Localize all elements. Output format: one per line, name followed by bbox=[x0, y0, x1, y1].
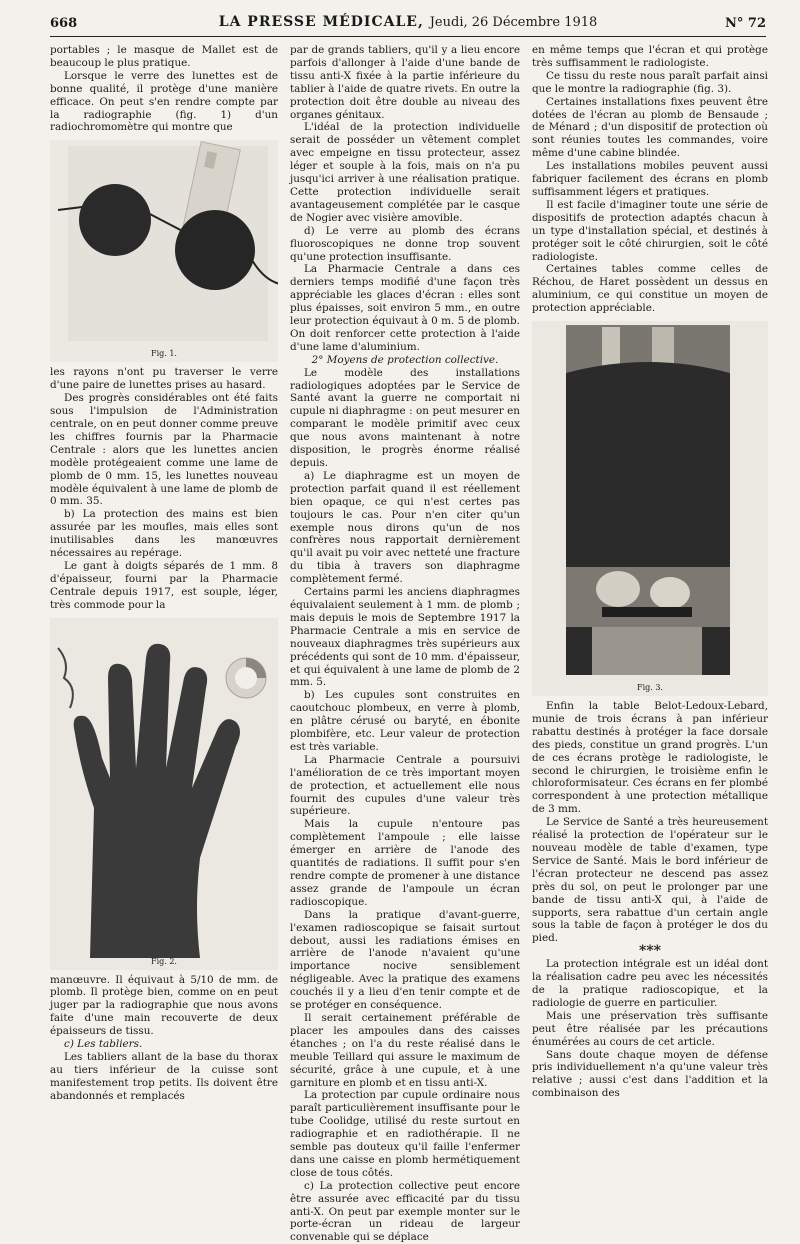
paragraph: Mais la cupule n'entoure pas complètement l'ampoule ; elle laisse émerger en arrière de l'anode des quantités de radiations. Il suffit pour s'en rendre compte de promener à une distance assez grande de l'ampoule un écran radioscopique. bbox=[290, 818, 520, 908]
page-header bbox=[50, 14, 766, 37]
section-subheading bbox=[50, 1038, 278, 1051]
paragraph: Des progrès considérables ont été faits sous l'impulsion de l'Administration centrale, on en peut donner comme preuve les chiffres fournis par la Pharmacie Centrale : alors que les lunettes ancien modèle protégeaient comme une lame de plomb de 0 mm. 15, les lunettes nouveau modèle équivalent à une lame de plomb de 0 mm. 35. bbox=[50, 392, 278, 508]
paragraph: L'idéal de la protection individuelle serait de posséder un vêtement complet avec empeigne en tissu protecteur, assez léger et souple à la fois, mais on n'a pu jusqu'ici arriver à une réalisation pratique. Cette protection individuelle serait avantageusement complétée par le casque de Nogier avec visière amovible. bbox=[290, 121, 520, 224]
paragraph: en même temps que l'écran et qui protège très suffisamment le radiologiste. bbox=[532, 44, 768, 69]
paragraph: Certaines installations fixes peuvent être dotées de l'écran au plomb de Bensaude ; de Ménard ; d'un dispositif de protection où sont réunies toutes les commandes, voire même d'une cabine blindée. bbox=[532, 95, 768, 160]
paragraph: La protection intégrale est un idéal dont la réalisation cadre peu avec les nécessités de la pratique radioscopique, et la radiologie de guerre en particulier. bbox=[532, 958, 768, 1009]
page-number: 668 bbox=[50, 16, 78, 31]
section-heading: 2° Moyens de protection collective. bbox=[311, 353, 499, 366]
paragraph: d) Le verre au plomb des écrans fluoroscopiques ne donne trop souvent qu'une protection insuffisante. bbox=[290, 224, 520, 263]
column-2 bbox=[290, 44, 520, 1244]
journal-name: LA PRESSE MÉDICALE, bbox=[218, 14, 424, 30]
figure-2-glove-radiograph bbox=[50, 618, 278, 970]
paragraph: Enfin la table Belot-Ledoux-Lebard, munie de trois écrans à pan inférieur rabattu destinés à protéger la face dorsale des pieds, constitue un grand progrès. L'un de ces écrans protège le radiologiste, le second le chirurgien, le troisième enfin le chloroformisateur. Ces écrans en fer plombé correspondent à une protection métallique de 3 mm. bbox=[532, 700, 768, 816]
paragraph: Le Service de Santé a très heureusement réalisé la protection de l'opérateur sur le nouveau modèle de table d'examen, type Service de Santé. Mais le bord inférieur de l'écran protecteur ne descend pas assez près du sol, on peut le prolonger par une bande de tissu anti-X qui, à l'aide de supports, sera rabattue d'un certain angle sous la table de façon à protéger le dos du pied. bbox=[532, 816, 768, 945]
figure-caption: Fig. 2. bbox=[151, 956, 177, 966]
paragraph: Dans la pratique d'avant-guerre, l'examen radioscopique se faisait surtout debout, aussi les radiations émises en arrière de l'anode n'avaient qu'une importance nocive sensiblement négligeable. Avec la pratique des examens couchés il y a lieu d'en tenir compte et de se protéger en conséquence. bbox=[290, 908, 520, 1012]
paragraph: La protection par cupule ordinaire nous paraît particulièrement insuffisante pour le tube Coolidge, utilisé du reste surtout en radiographie et en radiothérapie. Il ne semble pas douteux qu'il faille l'enfermer dans une caisse en plomb hermétiquement close de tous côtés. bbox=[290, 1089, 520, 1179]
paragraph: b) La protection des mains est bien assurée par les moufles, mais elles sont inutilisables dans les manœuvres nécessaires au repérage. bbox=[50, 508, 278, 560]
paragraph: Certaines tables comme celles de Réchou, de Haret possèdent un dessus en aluminium, ce qui constitue un moyen de protection appréciable. bbox=[532, 263, 768, 315]
paragraph: portables ; le masque de Mallet est de beaucoup le plus pratique. bbox=[50, 44, 278, 69]
paragraph: manœuvre. Il équivaut à 5/10 de mm. de plomb. Il protège bien, comme on en peut juger par la radiographie que nous avons faite d'une main recouverte de deux épaisseurs de tissu. bbox=[50, 973, 278, 1038]
paragraph: Il serait certainement préférable de placer les ampoules dans des caisses étanches ; on l'a du reste réalisé dans le meuble Teillard qui assure le maximum de sécurité, grâce à une cupule, et à une garniture en plomb et en tissu anti-X. bbox=[290, 1011, 520, 1089]
paragraph: Mais une préservation très suffisante peut être réalisée par les précautions énumérées au cours de cet article. bbox=[532, 1009, 768, 1048]
subheading-text: c) Les tabliers. bbox=[64, 1038, 143, 1051]
figure-caption: Fig. 3. bbox=[637, 683, 663, 693]
paragraph: les rayons n'ont pu traverser le verre d'une paire de lunettes prises au hasard. bbox=[50, 366, 278, 392]
column-1 bbox=[50, 44, 278, 1103]
paragraph: Les installations mobiles peuvent aussi fabriquer facilement des écrans en plomb suffisamment légers et pratiques. bbox=[532, 160, 768, 198]
paragraph: par de grands tabliers, qu'il y a lieu encore parfois d'allonger à l'aide d'une bande de tissu anti-X fixée à la partie inférieure du tablier à l'aide de quatre rivets. En outre la protection doit être double au niveau des organes génitaux. bbox=[290, 44, 520, 121]
figure-caption: Fig. 1. bbox=[151, 349, 177, 359]
issue-date: Jeudi, 26 Décembre 1918 bbox=[429, 15, 598, 30]
leg-radiograph-illustration bbox=[532, 321, 768, 696]
paragraph: Certains parmi les anciens diaphragmes équivalaient seulement à 1 mm. de plomb ; mais depuis le mois de Septembre 1917 la Pharmacie Centrale a mis en service de nouveaux diaphragmes très supérieurs aux précédents qui sont de 10 mm. d'épaisseur, et qui équivalent à une lame de plomb de 2 mm. 5. bbox=[290, 586, 520, 689]
glove-illustration bbox=[50, 618, 278, 970]
paragraph: Sans doute chaque moyen de défense pris individuellement n'a qu'une valeur très relative ; aussi c'est dans l'addition et la combinaison des bbox=[532, 1048, 768, 1100]
paragraph: Il est facile d'imaginer toute une série de dispositifs de protection adaptés chacun à un type d'installation spécial, et destinés à protéger soit le côté chirurgien, soit le côté radiologiste. bbox=[532, 198, 768, 263]
paragraph: La Pharmacie Centrale a poursuivi l'amélioration de ce très important moyen de protection, et actuellement elle nous fournit des cupules d'une valeur très supérieure. bbox=[290, 753, 520, 818]
figure-3-leg-radiograph bbox=[532, 321, 768, 696]
journal-title bbox=[50, 14, 766, 30]
section-separator: *** bbox=[639, 943, 661, 960]
figure-1-glasses-radiograph bbox=[50, 140, 278, 362]
paragraph: Ce tissu du reste nous paraît parfait ainsi que le montre la radiographie (fig. 3). bbox=[532, 69, 768, 95]
paragraph: c) La protection collective peut encore être assurée avec efficacité par du tissu anti-X. On peut par exemple monter sur le porte-écran un rideau de largeur convenable qui se déplace bbox=[290, 1179, 520, 1244]
paragraph: b) Les cupules sont construites en caoutchouc plombeux, en verre à plomb, en plâtre cérusé ou baryté, en ébonite plombifère, etc. Leur valeur de protection est très variable. bbox=[290, 689, 520, 753]
paragraph: La Pharmacie Centrale a dans ces derniers temps modifié d'une façon très appréciable les glaces d'écran : elles sont plus épaisses, soit environ 5 mm., en outre leur protection équivaut à 0 m. 5 de plomb. On doit renforcer cette protection à l'aide d'une lame d'aluminium. bbox=[290, 263, 520, 353]
glasses-illustration bbox=[50, 140, 278, 362]
paragraph: Lorsque le verre des lunettes est de bonne qualité, il protège d'une manière efficace. On peut s'en rendre compte par la radiographie (fig. 1) d'un radiochromomètre qui montre que bbox=[50, 69, 278, 134]
paragraph: Le gant à doigts séparés de 1 mm. 8 d'épaisseur, fourni par la Pharmacie Centrale depuis 1917, est souple, léger, très commode pour la bbox=[50, 559, 278, 611]
paragraph: a) Le diaphragme est un moyen de protection parfait quand il est réellement bien opaque, ce qui n'est certes pas toujours le cas. Pour n'en citer qu'un exemple nous dirons qu'un de nos confrères nous rapportait dernièrement qu'il avait pu voir avec netteté une fracture du tibia à travers son diaphragme complètement fermé. bbox=[290, 469, 520, 586]
paragraph: Les tabliers allant de la base du thorax au tiers inférieur de la cuisse sont manifestement trop petits. Ils doivent être abandonnés et remplacés bbox=[50, 1051, 278, 1102]
column-3 bbox=[532, 44, 768, 1100]
paragraph: Le modèle des installations radiologiques adoptées par le Service de Santé avant la guerre ne comportait ni cupule ni diaphragme : on peut mesurer en comparant le modèle primitif avec ceux que nous avons maintenant à notre disposition, le progrès énorme réalisé depuis. bbox=[290, 366, 520, 469]
issue-number: N° 72 bbox=[725, 16, 766, 31]
